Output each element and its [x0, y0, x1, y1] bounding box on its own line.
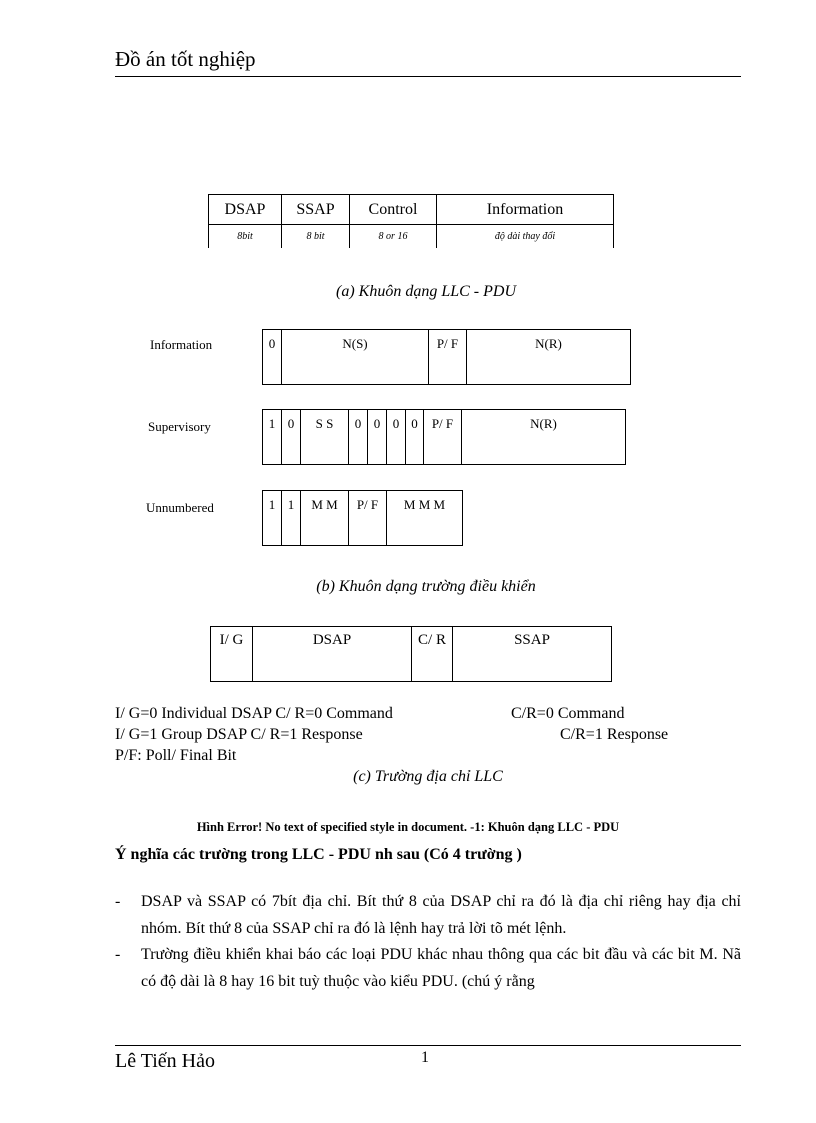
llc-header-ssap: SSAP: [282, 195, 350, 225]
caption-b: (b) Khuôn dạng trường điều khiển: [316, 578, 536, 595]
bullet-dash: -: [115, 893, 121, 910]
llc-size-dsap: 8bit: [209, 225, 282, 249]
addr-dsap: DSAP: [253, 627, 412, 682]
bullet-dash: -: [115, 946, 121, 963]
control-supervisory-table: [262, 409, 626, 465]
sup-bit-a: 0: [349, 410, 368, 465]
sup-bit-1: 1: [263, 410, 282, 465]
unn-bit-1a: 1: [263, 491, 282, 546]
addr-ig: I/ G: [211, 627, 253, 682]
llc-size-ssap: 8 bit: [282, 225, 350, 249]
sup-bit-0: 0: [282, 410, 301, 465]
bullet-text: Trường điều khiển khai báo các loại PDU khác nhau thông qua các bit đầu và các bit M. Nã có độ dài là 8 hay 16 bit tuỳ thuộc vào kiểu PDU. (chú ý rằng: [141, 946, 741, 990]
sup-nr: N(R): [462, 410, 626, 465]
info-pf: P/ F: [429, 330, 467, 385]
control-information-table: [262, 329, 631, 385]
control-unnumbered-table: [262, 490, 463, 546]
legend-line-2-right: C/R=1 Response: [560, 726, 669, 743]
legend-line-2: I/ G=1 Group DSAP C/ R=1 Response: [115, 726, 363, 743]
page-number: 1: [421, 1049, 429, 1066]
bullet-list: [115, 889, 741, 995]
sup-bit-c: 0: [387, 410, 406, 465]
legend-line-1-right: C/R=0 Command: [511, 705, 625, 722]
unn-mmm: M M M: [387, 491, 463, 546]
caption-c: (c) Trường địa chỉ LLC: [353, 768, 503, 785]
sup-ss: S S: [301, 410, 349, 465]
header-title: Đồ án tốt nghiệp: [115, 47, 256, 71]
llc-header-dsap: DSAP: [209, 195, 282, 225]
llc-header-information: Information: [437, 195, 614, 225]
unn-pf: P/ F: [349, 491, 387, 546]
unn-mm: M M: [301, 491, 349, 546]
sup-bit-b: 0: [368, 410, 387, 465]
caption-a: (a) Khuôn dạng LLC - PDU: [335, 283, 516, 300]
legend-line-3: P/F: Poll/ Final Bit: [115, 747, 237, 764]
label-information: Information: [150, 337, 213, 352]
footer-rule: [115, 1045, 741, 1046]
llc-pdu-table: [208, 194, 614, 248]
llc-size-control: 8 or 16: [350, 225, 437, 249]
unn-bit-1b: 1: [282, 491, 301, 546]
address-table: [210, 626, 612, 682]
footer-author: Lê Tiến Hảo: [115, 1050, 215, 1072]
label-unnumbered: Unnumbered: [146, 500, 214, 515]
info-nr: N(R): [467, 330, 631, 385]
section-heading: Ý nghĩa các trường trong LLC - PDU nh sau (Có 4 trường ): [115, 846, 522, 863]
header-rule: [115, 76, 741, 77]
addr-ssap: SSAP: [453, 627, 612, 682]
sup-pf: P/ F: [424, 410, 462, 465]
list-item: [115, 942, 741, 995]
sup-bit-d: 0: [406, 410, 424, 465]
label-supervisory: Supervisory: [148, 419, 211, 434]
list-item: [115, 889, 741, 942]
llc-header-control: Control: [350, 195, 437, 225]
addr-cr: C/ R: [412, 627, 453, 682]
figure-caption: Hình Error! No text of specified style in document. -1: Khuôn dạng LLC - PDU: [196, 820, 620, 834]
bullet-text: DSAP và SSAP có 7bít địa chỉ. Bít thứ 8 của DSAP chỉ ra đó là địa chỉ riêng hay địa chỉ nhóm. Bít thứ 8 của SSAP chỉ ra đó là lệnh hay trả lời tõ mét lệnh.: [141, 893, 741, 937]
legend-line-1: I/ G=0 Individual DSAP C/ R=0 Command: [115, 705, 393, 722]
info-bit-0: 0: [263, 330, 282, 385]
llc-size-information: độ dài thay đổi: [437, 225, 614, 249]
info-ns: N(S): [282, 330, 429, 385]
